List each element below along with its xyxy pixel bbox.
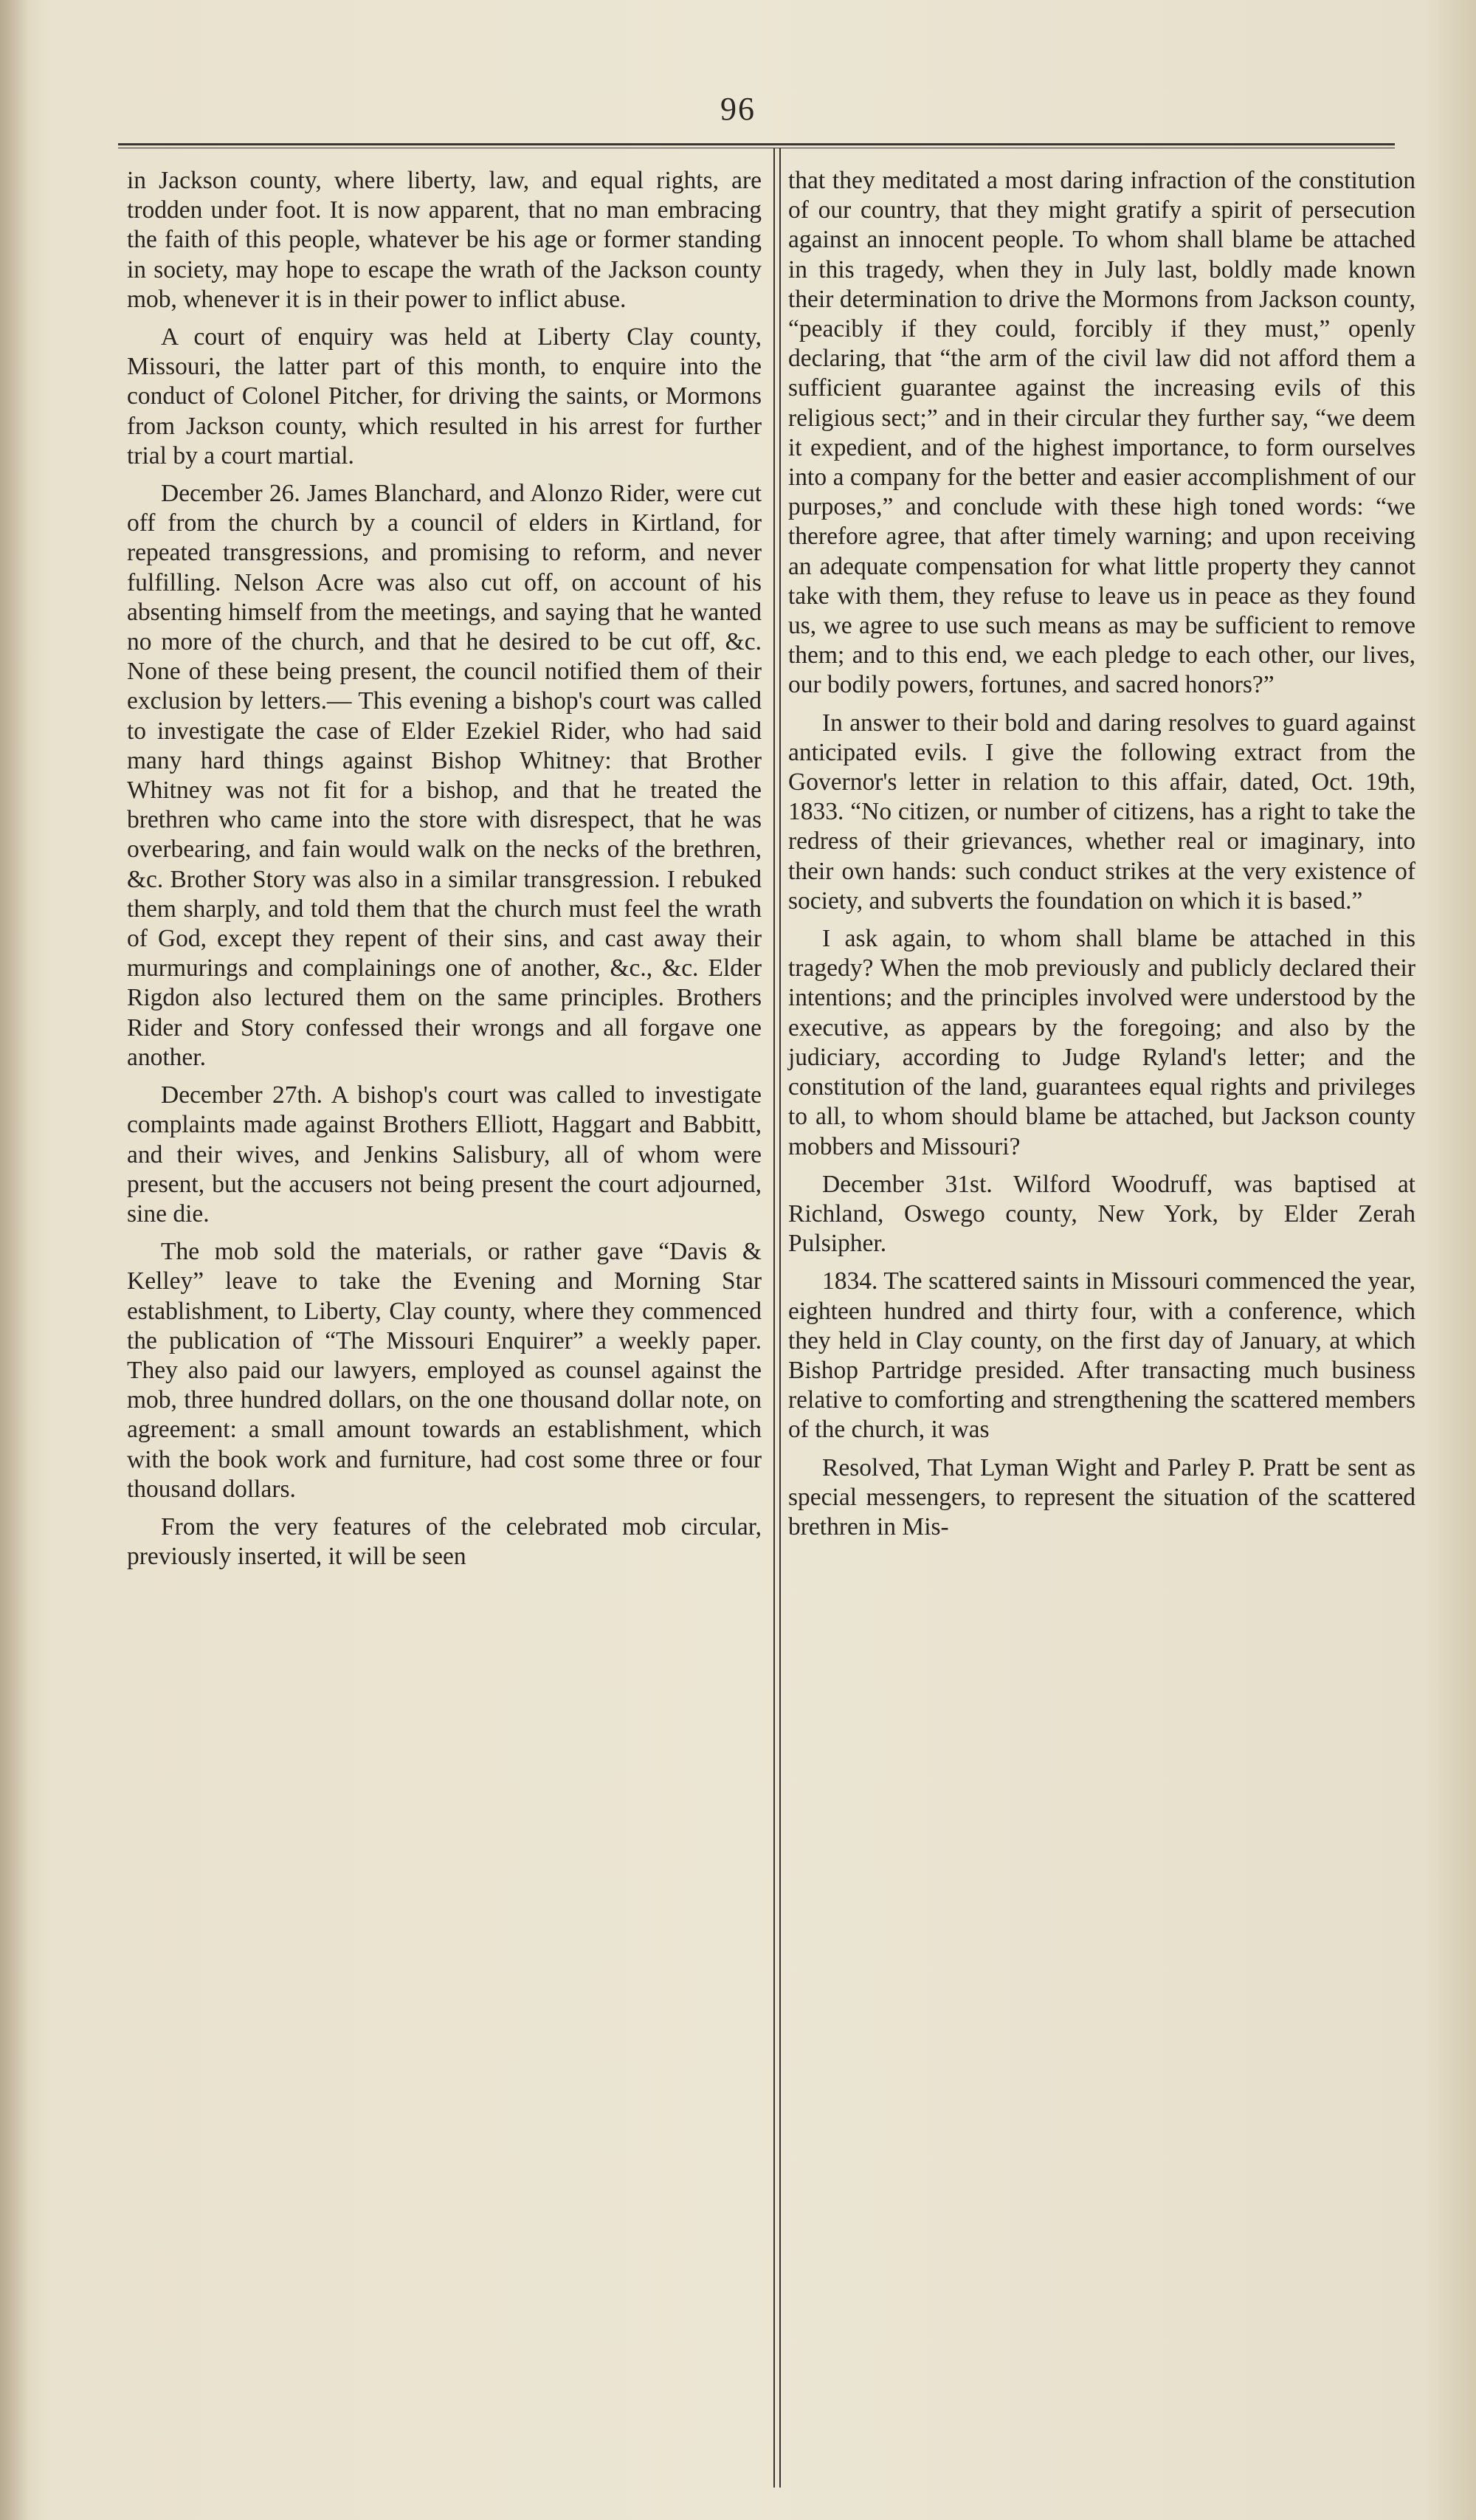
right-paragraph-1: that they meditated a most daring infraction of the constitution of our country, that they might gratify a spirit of persecution against an innocent people. To whom shall blame be attached in this tragedy, when they in July last, boldly made known their determination to drive the Mormons from Jackson county, “peacibly if they could, forcibly if they must,” openly declaring, that “the arm of the civil law did not afford them a sufficient guarantee against the increasing evils of this religious sect;” and in their circular they further say, “we deem it expedient, and of the highest importance, to form ourselves into a company for the better and easier accomplishment of our purposes,” and conclude with these high toned words: “we therefore agree, that after timely warning; and upon receiving an adequate compensation for what little property they cannot take with them, they refuse to leave us in peace as they found us, we agree to use such means as may be sufficient to remove them; and to this end, we each pledge to each other, our lives, our bodily powers, fortunes, and sacred honors?” [788,167,1415,699]
right-paragraph-5: 1834. The scattered saints in Missouri commenced the year, eighteen hundred and thirty four, with a conference, which they held in Clay county, on the first day of January, at which Bishop Partridge presided. After transacting much business relative to comforting and strengthening the scattered members of the church, it was [788,1267,1415,1444]
left-paragraph-1: in Jackson county, where liberty, law, and equal rights, are trodden under foot. It is now apparent, that no man embracing the faith of this people, whatever be his age or former standing in society, may hope to escape the wrath of the Jackson county mob, whenever it is in their power to inflict abuse. [127,167,762,313]
left-paragraph-6: From the very features of the celebrated mob circular, previously inserted, it will be seen [127,1512,762,1571]
page-number: 96 [720,91,756,127]
right-paragraph-6: Resolved, That Lyman Wight and Parley P. Pratt be sent as special messengers, to represent the situation of the scattered brethren in Mis- [788,1453,1415,1540]
left-paragraph-5: The mob sold the materials, or rather gave “Davis & Kelley” leave to take the Evening and Morning Star establishment, to Liberty, Clay county, where they commenced the publication of “The Missouri Enquirer” a weekly paper. They also paid our lawyers, employed as counsel against the mob, three hundred dollars, on the one thousand dollar note, on agreement: a small amount towards an establishment, which with the book work and furniture, had cost some three or four thousand dollars. [127,1238,762,1503]
page-edge-shadow [0,0,30,2520]
left-paragraph-2: A court of enquiry was held at Liberty Clay county, Missouri, the latter part of this month, to enquire into the conduct of Colonel Pitcher, for driving the saints, or Mormons from Jackson county, which resulted in his arrest for further trial by a court martial. [127,323,762,469]
left-column [127,166,762,1580]
right-column [788,166,1415,1550]
left-paragraph-3: December 26. James Blanchard, and Alonzo Rider, were cut off from the church by a council of elders in Kirtland, for repeated transgressions, and promising to reform, and never fulfilling. Nelson Acre was also cut off, on account of his absenting himself from the meetings, and saying that he wanted no more of the church, and that he desired to be cut off, &c. None of these being present, the council notified them of their exclusion by letters.— This evening a bishop's court was called to investigate the case of Elder Ezekiel Rider, who had said many hard things against Bishop Whitney: that Brother Whitney was not fit for a bishop, and that he treated the brethren who came into the store with disrespect, that he was overbearing, and fain would walk on the necks of the brethren, &c. Brother Story was also in a similar transgression. I rebuked them sharply, and told them that the church must feel the wrath of God, except they repent of their sins, and cast away their murmurings and complainings one of another, &c., &c. Elder Rigdon also lectured them on the same principles. Brothers Rider and Story confessed their wrongs and all forgave one another. [127,480,762,1071]
column-divider [773,148,781,2488]
header-rule [118,143,1395,148]
right-paragraph-2: In answer to their bold and daring resolves to guard against anticipated evils. I give the following extract from the Governor's letter in relation to this affair, dated, Oct. 19th, 1833. “No citizen, or number of citizens, has a right to take the redress of their grievances, whether real or imaginary, into their own hands: such conduct strikes at the very existence of society, and subverts the foundation on which it is based.” [788,709,1415,915]
left-paragraph-4: December 27th. A bishop's court was called to investigate complaints made against Brothers Elliott, Haggart and Babbitt, and their wives, and Jenkins Salisbury, all of whom were present, but the accusers not being present the court adjourned, sine die. [127,1081,762,1228]
right-paragraph-3: I ask again, to whom shall blame be attached in this tragedy? When the mob previously and publicly declared their intentions; and the principles involved were understood by the executive, as appears by the foregoing; and also by the judiciary, according to Judge Ryland's letter; and the constitution of the land, guarantees equal rights and privileges to all, to whom should blame be attached, but Jackson county mobbers and Missouri? [788,925,1415,1160]
right-paragraph-4: December 31st. Wilford Woodruff, was baptised at Richland, Oswego county, New York, by Elder Zerah Pulsipher. [788,1170,1415,1258]
